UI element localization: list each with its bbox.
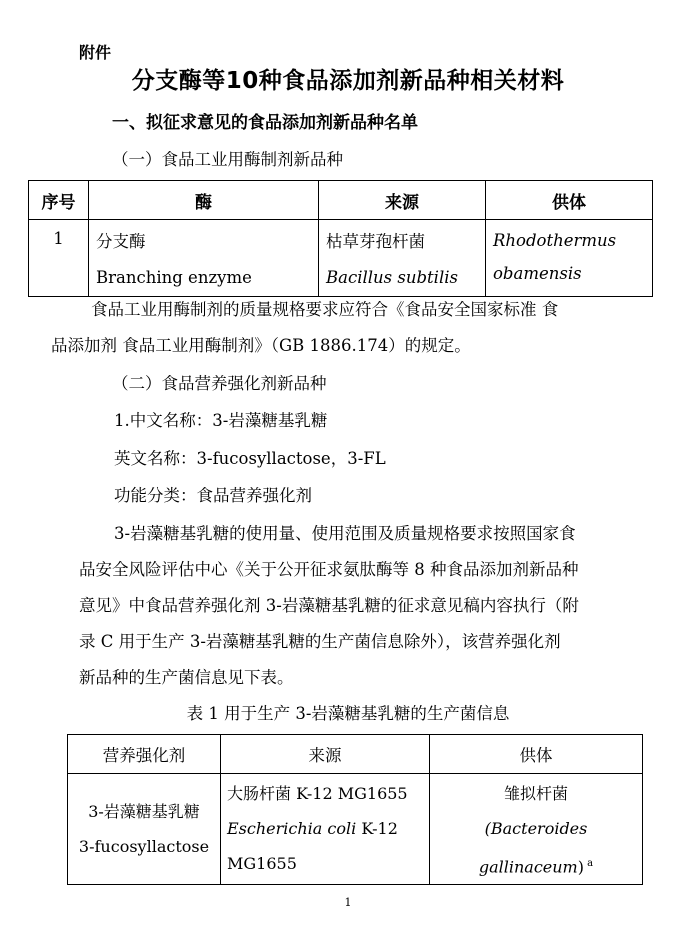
header-enzyme: 酶: [89, 181, 319, 220]
item1-category: 功能分类：食品营养强化剂: [114, 486, 312, 505]
item1-cn-name: 1.中文名称：3-岩藻糖基乳糖: [114, 411, 328, 430]
donor-line1: Rhodothermus: [493, 231, 617, 250]
header-no: 序号: [29, 181, 89, 220]
header-donor: 供体: [486, 181, 653, 220]
enzyme-table: [28, 180, 653, 297]
source-line2: Escherichia coli K-12: [227, 819, 398, 838]
page-number: 1: [344, 896, 352, 909]
document-title: 分支酶等10种食品添加剂新品种相关材料: [131, 68, 565, 94]
cell-no: 1: [29, 220, 89, 297]
cell-donor: [486, 220, 653, 297]
source-latin: Bacillus subtilis: [326, 268, 458, 287]
enzyme-cn: 分支酶: [96, 232, 146, 251]
donor-cn: 雏拟杆菌: [503, 784, 568, 803]
para2-line2: 品安全风险评估中心《关于公开征求氨肽酶等 8 种食品添加剂新品种: [79, 560, 579, 579]
table-row: [68, 774, 643, 885]
donor-latin2: gallinaceum) $^a$: [478, 857, 594, 877]
fortifier-en: 3-fucosyllactose: [78, 837, 210, 857]
footnote-marker: a: [587, 858, 594, 869]
para1-line1: 食品工业用酶制剂的质量规格要求应符合《食品安全国家标准 食: [91, 300, 559, 319]
donor-latin1: (Bacteroides: [484, 819, 588, 838]
para1-line2: 品添加剂 食品工业用酶制剂》（GB 1886.174）的规定。: [51, 336, 471, 355]
header-source: 来源: [221, 735, 430, 774]
table-row: [29, 220, 653, 297]
source-line3: MG1655: [227, 854, 297, 873]
annex-label: 附件: [79, 43, 112, 62]
cell-source: [319, 220, 486, 297]
subsection2-heading: （二）食品营养强化剂新品种: [112, 374, 327, 393]
item1-en-name: 英文名称：3-fucosyllactose，3-FL: [114, 449, 386, 468]
table2-caption: 表 1 用于生产 3-岩藻糖基乳糖的生产菌信息: [186, 704, 510, 723]
header-donor: 供体: [430, 735, 643, 774]
enzyme-en: Branching enzyme: [96, 268, 252, 287]
cell-source: [221, 774, 430, 885]
strain-table: [67, 734, 643, 885]
cell-enzyme: [89, 220, 319, 297]
source-cn: 枯草芽孢杆菌: [326, 232, 425, 251]
source-line1: 大肠杆菌 K-12 MG1655: [227, 784, 408, 803]
subsection1-heading: （一）食品工业用酶制剂新品种: [112, 150, 343, 169]
para2-line5: 新品种的生产菌信息见下表。: [79, 668, 294, 687]
table-header-row: [68, 735, 643, 774]
para2-line4: 录 C 用于生产 3-岩藻糖基乳糖的生产菌信息除外），该营养强化剂: [79, 632, 561, 651]
section1-heading: 一、拟征求意见的食品添加剂新品种名单: [112, 113, 418, 133]
table-header-row: [29, 181, 653, 220]
cell-donor: [430, 774, 643, 885]
donor-line2: obamensis: [493, 264, 582, 283]
fortifier-cn: 3-岩藻糖基乳糖: [88, 802, 200, 822]
cell-fortifier: [68, 774, 221, 885]
para2-line1: 3-岩藻糖基乳糖的使用量、使用范围及质量规格要求按照国家食: [114, 524, 576, 543]
header-fortifier: 营养强化剂: [68, 735, 221, 774]
header-source: 来源: [319, 181, 486, 220]
para2-line3: 意见》中食品营养强化剂 3-岩藻糖基乳糖的征求意见稿内容执行（附: [79, 596, 579, 615]
